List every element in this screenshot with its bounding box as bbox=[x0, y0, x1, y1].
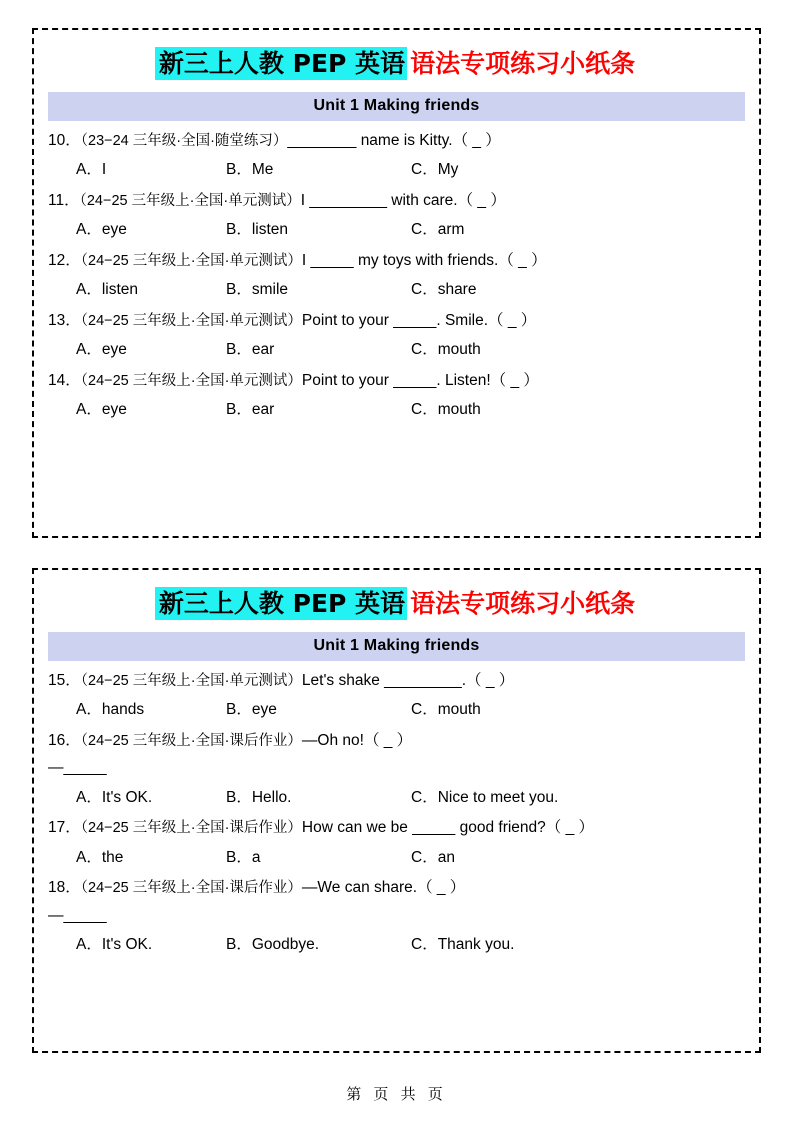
option-a[interactable]: A．eye bbox=[76, 401, 127, 419]
question-text: Point to your _____. Listen!（ _ ） bbox=[301, 371, 539, 389]
question-options bbox=[48, 158, 745, 181]
question-number: 18． bbox=[48, 878, 81, 896]
option-c[interactable]: C．mouth bbox=[411, 701, 481, 719]
question-number: 13． bbox=[48, 311, 81, 329]
question-stem bbox=[48, 369, 745, 393]
question-stem bbox=[48, 816, 745, 840]
question-number: 14． bbox=[48, 371, 81, 389]
question-continuation: —_____ bbox=[48, 906, 107, 924]
question-number: 15． bbox=[48, 671, 81, 689]
option-c[interactable]: C．Nice to meet you. bbox=[411, 788, 559, 806]
option-b[interactable]: B．ear bbox=[226, 401, 275, 419]
option-c[interactable]: C．share bbox=[411, 281, 477, 299]
question-source: （24−25 三年级上·全国·单元测试） bbox=[80, 372, 302, 389]
question-options bbox=[48, 278, 745, 301]
card-1-title-highlight: 新三上人教 PEP 英语 bbox=[155, 47, 407, 80]
question-stem bbox=[48, 729, 745, 753]
question-number: 10． bbox=[48, 131, 81, 149]
page-footer: 第 页 共 页 bbox=[346, 1086, 447, 1103]
option-b[interactable]: B．Goodbye. bbox=[226, 935, 320, 953]
option-c[interactable]: C．Thank you. bbox=[411, 935, 515, 953]
question-text: Point to your _____. Smile.（ _ ） bbox=[301, 311, 537, 329]
question-number: 11． bbox=[48, 191, 80, 209]
option-a[interactable]: A．the bbox=[76, 848, 124, 866]
question-stem bbox=[48, 309, 745, 333]
card-2-title-red: 语法专项练习小纸条 bbox=[410, 589, 636, 618]
card-1-unit-bar: Unit 1 Making friends bbox=[48, 92, 745, 121]
card-1-title bbox=[48, 50, 745, 78]
question-options bbox=[48, 786, 745, 809]
option-b[interactable]: B．smile bbox=[226, 281, 289, 299]
worksheet-card-1 bbox=[32, 28, 761, 538]
question-source: （24−25 三年级上·全国·单元测试） bbox=[80, 252, 302, 269]
option-b[interactable]: B．ear bbox=[226, 341, 275, 359]
option-b[interactable]: B．Me bbox=[226, 161, 274, 179]
question-options bbox=[48, 218, 745, 241]
question-stem bbox=[48, 129, 745, 153]
question-source: （24−25 三年级上·全国·课后作业） bbox=[80, 819, 302, 836]
question-continuation: —_____ bbox=[48, 759, 107, 777]
question-options bbox=[48, 398, 745, 421]
card-2-title bbox=[48, 590, 745, 618]
option-c[interactable]: C．mouth bbox=[411, 341, 481, 359]
question-source: （23−24 三年级·全国·随堂练习） bbox=[80, 132, 288, 149]
question-text: I _____ my toys with friends.（ _ ） bbox=[301, 251, 547, 269]
question-text: —We can share.（ _ ） bbox=[301, 878, 466, 896]
question-stem bbox=[48, 876, 745, 900]
option-c[interactable]: C．an bbox=[411, 848, 455, 866]
option-c[interactable]: C．My bbox=[411, 161, 459, 179]
option-a[interactable]: A．I bbox=[76, 161, 107, 179]
question-text: I _________ with care.（ _ ） bbox=[300, 191, 506, 209]
option-c[interactable]: C．mouth bbox=[411, 401, 481, 419]
option-b[interactable]: B．Hello. bbox=[226, 788, 292, 806]
option-a[interactable]: A．It's OK. bbox=[76, 788, 153, 806]
question-text: —Oh no!（ _ ） bbox=[301, 731, 413, 749]
question-stem bbox=[48, 249, 745, 273]
question-number: 16． bbox=[48, 731, 81, 749]
question-source: （24−25 三年级上·全国·单元测试） bbox=[79, 192, 301, 209]
option-a[interactable]: A．listen bbox=[76, 281, 139, 299]
card-1-title-red: 语法专项练习小纸条 bbox=[410, 49, 636, 78]
option-b[interactable]: B．a bbox=[226, 848, 261, 866]
worksheet-card-2 bbox=[32, 568, 761, 1053]
question-options bbox=[48, 698, 745, 721]
question-options bbox=[48, 846, 745, 869]
option-a[interactable]: A．eye bbox=[76, 221, 127, 239]
option-a[interactable]: A．It's OK. bbox=[76, 935, 153, 953]
question-number: 17． bbox=[48, 818, 81, 836]
option-b[interactable]: B．eye bbox=[226, 701, 277, 719]
card-2-title-highlight: 新三上人教 PEP 英语 bbox=[155, 587, 407, 620]
question-stem bbox=[48, 669, 745, 693]
question-source: （24−25 三年级上·全国·课后作业） bbox=[80, 879, 302, 896]
option-a[interactable]: A．hands bbox=[76, 701, 145, 719]
question-text: ________ name is Kitty.（ _ ） bbox=[287, 131, 501, 149]
card-2-unit-bar: Unit 1 Making friends bbox=[48, 632, 745, 661]
option-b[interactable]: B．listen bbox=[226, 221, 289, 239]
question-options bbox=[48, 933, 745, 956]
question-number: 12． bbox=[48, 251, 81, 269]
question-text: How can we be _____ good friend?（ _ ） bbox=[301, 818, 595, 836]
question-text: Let's shake _________.（ _ ） bbox=[301, 671, 515, 689]
question-source: （24−25 三年级上·全国·单元测试） bbox=[80, 672, 302, 689]
question-source: （24−25 三年级上·全国·课后作业） bbox=[80, 732, 302, 749]
question-options bbox=[48, 338, 745, 361]
question-stem bbox=[48, 189, 745, 213]
question-source: （24−25 三年级上·全国·单元测试） bbox=[80, 312, 302, 329]
option-c[interactable]: C．arm bbox=[411, 221, 465, 239]
option-a[interactable]: A．eye bbox=[76, 341, 127, 359]
